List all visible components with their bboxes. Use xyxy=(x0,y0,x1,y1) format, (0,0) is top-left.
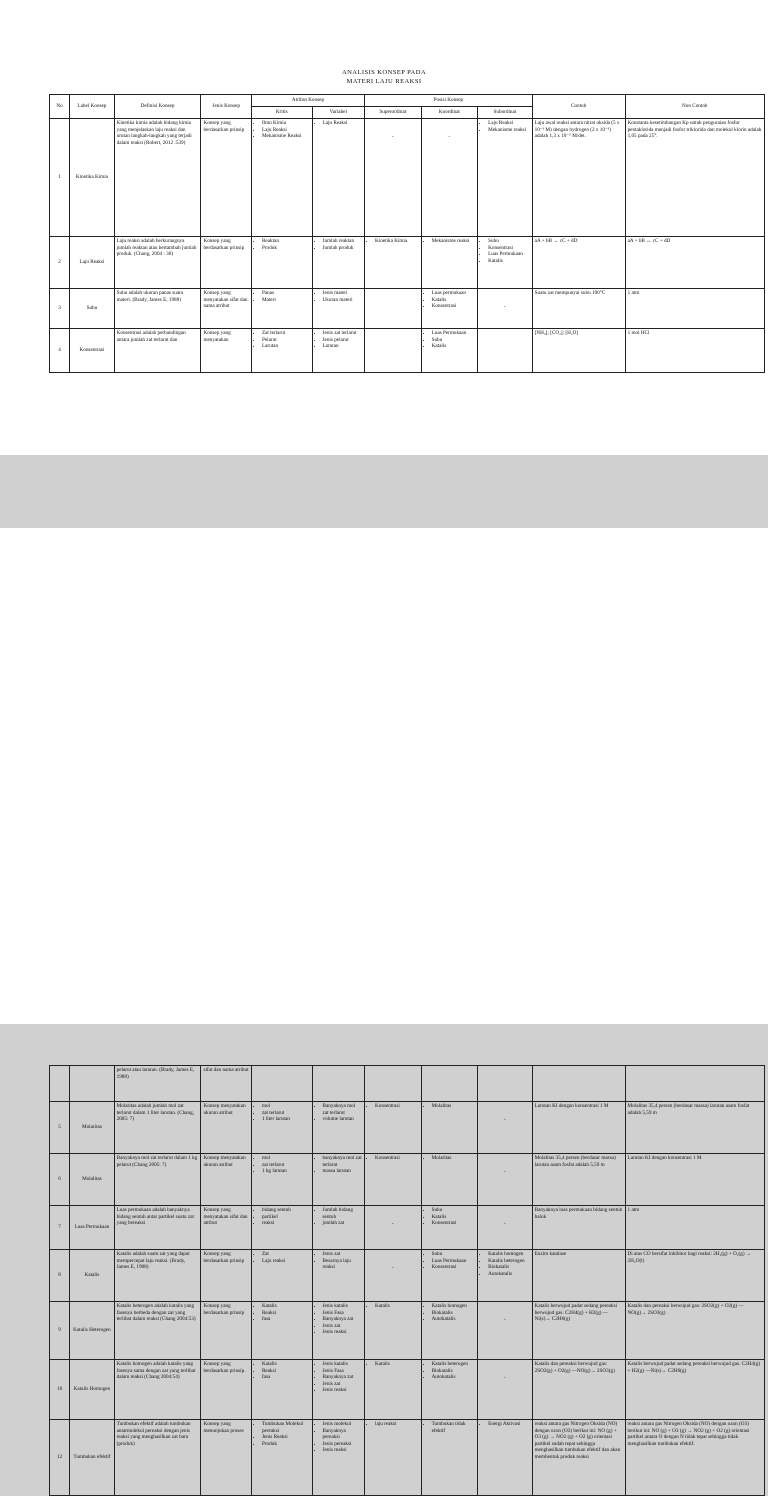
example: Laju awal reaksi antara nitrat oksida (5 x 10⁻³ M) dengan hydrogen (2 x 10⁻³) adalah 1,3 x 10⁻⁵ M/det. xyxy=(532,119,625,237)
list-item: • Jumlah reaktan xyxy=(323,238,363,245)
subordinate-dash: - xyxy=(504,1375,506,1381)
list-item: • Biokatalis xyxy=(432,1310,476,1317)
list-item: • Kinetika Kimia xyxy=(375,238,419,245)
list-item: • fasa xyxy=(262,1316,310,1323)
subordinate-dash: - xyxy=(504,1221,506,1227)
list-item: • Zat terlarut xyxy=(262,330,310,337)
superordinate xyxy=(365,329,422,373)
subordinate xyxy=(478,1250,533,1302)
concept-definition: Kinetika kimia adalah bidang kimia yang menjelaskan laju reaksi dan urutan langkah-langkah yang terjadi dalam reaksi (Robert, 2012 :539) xyxy=(114,119,201,237)
concept-label: Tumbukan efektif xyxy=(70,1420,114,1496)
superordinate xyxy=(365,1420,422,1496)
page-2 xyxy=(0,528,768,1461)
coordinate xyxy=(421,1102,478,1154)
table-row xyxy=(50,1102,765,1154)
non-example: 1 atm xyxy=(625,1206,764,1250)
header-no: No xyxy=(50,95,70,119)
concept-label: Laju Reaksi xyxy=(70,237,114,289)
variable-attributes xyxy=(312,237,365,289)
concept-type: Konsep yang menyatakan sifat dan atribut xyxy=(201,1206,251,1250)
variable-attributes xyxy=(312,119,365,237)
non-example: reaksi antara gas Nitrogen Oksida (NO) dengan ozon (O3) berikut ini: NO (g) + O3 (g) → NO2 (g) + O2 (g) orientasi partikel antara O dengan N tidak tepat sehingga tidak menghasilkan tumbukan efektif. xyxy=(625,1420,764,1496)
list-item: • Jenis zat xyxy=(323,1381,363,1388)
list-item: • Katalis xyxy=(262,1303,310,1310)
variable-attributes xyxy=(312,1066,365,1102)
non-example: aA + bB ↔ cC + dD xyxy=(625,237,764,289)
list-item: • Laju reaksi xyxy=(262,1258,310,1265)
list-item: • bidang sentuh xyxy=(262,1207,310,1214)
example: Molalitas 35,4 persen (berdasar massa) larutan asam fosfat adalah 5,59 m xyxy=(532,1154,625,1206)
concept-type: Konsep yang menyatakan xyxy=(201,329,251,373)
concept-definition: pelarut atau larutan. (Brady, James E, 1988) xyxy=(114,1066,201,1102)
list-item: • Luas Permukaan xyxy=(432,1258,476,1265)
list-item: • Banyaknya pereaksi xyxy=(323,1428,363,1441)
variable-attributes xyxy=(312,1250,365,1302)
list-item: • Produk xyxy=(262,245,310,252)
list-item: • Jenis katalis xyxy=(323,1361,363,1368)
coordinate-dash: - xyxy=(448,134,451,140)
coordinate xyxy=(421,237,478,289)
critical-attributes xyxy=(251,1154,312,1206)
subordinate-dash: - xyxy=(504,304,506,310)
list-item: • partikel xyxy=(262,1214,310,1221)
header-superordinat: Superordinat xyxy=(365,107,422,119)
list-item: • Katalis heterogen xyxy=(432,1361,476,1368)
title-line-1: ANALISIS KONSEP PADA xyxy=(341,69,427,76)
concept-type: Konsep menyatakan ukuran atribut xyxy=(201,1154,251,1206)
subordinate xyxy=(478,1102,533,1154)
list-item: • Materi xyxy=(262,297,310,304)
title-line-2: MATERI LAJU REAKSI xyxy=(346,78,422,85)
header-kritis: Kritis xyxy=(251,107,312,119)
concept-label: Molalitas xyxy=(70,1154,114,1206)
concept-definition: Tumbukan efektif adalah tumbukan antarmolekul pereaksi dengan jenis reaksi yang menghasilkan zat baru (produk) xyxy=(114,1420,201,1496)
non-example: Katalis berwujud padat sedang pereaksi berwujud gas. C2H4(g) + H2(g) —Ni(s)→ C2H6(g) xyxy=(625,1360,764,1420)
superordinate xyxy=(365,1154,422,1206)
header-koordinat: Koordinat xyxy=(421,107,478,119)
list-item: • Panas xyxy=(262,290,310,297)
list-item: • Jenis pelarut xyxy=(323,337,363,344)
coordinate xyxy=(421,1360,478,1420)
superordinate-dash: - xyxy=(391,134,394,140)
list-item: • Konsentrasi xyxy=(488,245,530,252)
table-row xyxy=(50,329,765,373)
concept-definition: Suhu adalah ukuran panas suatu materi. (Brady, James E, 1988) xyxy=(114,289,201,329)
coordinate xyxy=(421,1066,478,1102)
list-item: • Jenis zat xyxy=(323,1323,363,1330)
document-title xyxy=(0,68,768,86)
non-example: Konstanta kesetimbangan Kp untuk penguraian fosfor pentaklorida menjadi fosfor triklorida dan molekul klorin adalah 1,05 pada 25°. xyxy=(625,119,764,237)
concept-definition: Banyaknya mol zat terlarut dalam 1 kg pelarut (Chang 2005: 7) xyxy=(114,1154,201,1206)
list-item: • Jenis pereaksi xyxy=(323,1441,363,1448)
non-example: 1 atm xyxy=(625,289,764,329)
list-item: • volume larutan xyxy=(323,1116,363,1123)
critical-attributes xyxy=(251,1302,312,1360)
list-item: • Konsentrasi xyxy=(432,1220,476,1227)
non-example: 1 mol HCl xyxy=(625,329,764,373)
list-item: • Tumbukan Molekul pereaksi xyxy=(262,1421,310,1434)
subordinate xyxy=(478,289,533,329)
list-item: • Larutan xyxy=(323,343,363,350)
superordinate xyxy=(365,1066,422,1102)
superordinate xyxy=(365,119,422,237)
list-item: • Molalitas xyxy=(432,1103,476,1110)
example: [NH₃]; [CO₂]; [H₂O] xyxy=(532,329,625,373)
table-row xyxy=(50,289,765,329)
row-number: 12 xyxy=(50,1420,70,1496)
variable-attributes xyxy=(312,329,365,373)
list-item: • jumlah zat xyxy=(323,1220,363,1227)
concept-definition: Molaritas adalah jumlah mol zat terlarut dalam 1 liter larutan. (Chang, 2005: 7) xyxy=(114,1102,201,1154)
superordinate-dash: - xyxy=(391,1221,394,1227)
list-item: • Katalis xyxy=(375,1361,419,1368)
superordinate xyxy=(365,1302,422,1360)
list-item: • banyaknya mol zat terlarut xyxy=(323,1155,363,1168)
concept-label: Katalis xyxy=(70,1250,114,1302)
subordinate-dash: - xyxy=(504,1117,506,1123)
list-item: • Reaksi xyxy=(262,1368,310,1375)
list-item: • Katalis heterogen xyxy=(488,1258,530,1265)
concept-label: Katalis Homogen xyxy=(70,1360,114,1420)
list-item: • mol xyxy=(262,1155,310,1162)
list-item: • Jenis katalis xyxy=(323,1303,363,1310)
list-item: • Konsentrasi xyxy=(432,1264,476,1271)
list-item: • massa larutan xyxy=(323,1168,363,1175)
list-item: • Molaritas xyxy=(432,1155,476,1162)
example: reaksi antara gas Nitrogen Oksida (NO) dengan ozon (O3) berikut ini: NO (g) + O3 (g) → NO2 (g) + O2 (g) orientasi partikel sudah tepat sehingga menghasilkan tumbukan efektif dan akan membentuk produk reaksi xyxy=(532,1420,625,1496)
concept-type: sifat dan nama atribut xyxy=(201,1066,251,1102)
concept-label: Suhu xyxy=(70,289,114,329)
variable-attributes xyxy=(312,1420,365,1496)
critical-attributes xyxy=(251,1250,312,1302)
list-item: • Laju Reaksi xyxy=(262,127,310,134)
non-example: Larutan KI dengan konsentrasi 1 M xyxy=(625,1154,764,1206)
list-item: • Reaksi xyxy=(262,1310,310,1317)
coordinate xyxy=(421,1206,478,1250)
concept-definition: Konsentrasi adalah perbandingan antara jumlah zat terlarut dan xyxy=(114,329,201,373)
coordinate xyxy=(421,1302,478,1360)
critical-attributes xyxy=(251,289,312,329)
header-atribut: Atribut Konsep xyxy=(251,95,364,107)
list-item: • Autokatalis xyxy=(432,1374,476,1381)
example: Enzim katalase xyxy=(532,1250,625,1302)
concept-label: Molaritas xyxy=(70,1102,114,1154)
list-item: • Jumlah produk xyxy=(323,245,363,252)
row-number: 4 xyxy=(50,329,70,373)
example: Larutan KI dengan konsentrasi 1 M xyxy=(532,1102,625,1154)
list-item: • Katalis homogen xyxy=(432,1303,476,1310)
list-item: • Jenis reaksi xyxy=(323,1447,363,1454)
list-item: • Banyaknya zat xyxy=(323,1374,363,1381)
concept-definition: Katalis homogen adalah katalis yang fasenya sama dengan zat yang terlibat dalam reaksi (Chang 2004:54) xyxy=(114,1360,201,1420)
subordinate-dash: - xyxy=(504,1317,506,1323)
concept-table-page-2 xyxy=(49,1065,765,1496)
concept-type: Konsep yang berdasarkan prinsip xyxy=(201,119,251,237)
concept-type: Konsep yang menunjukan proses xyxy=(201,1420,251,1496)
subordinate-dash: - xyxy=(504,1169,506,1175)
concept-type: Konsep yang berdasarkan prinsip xyxy=(201,1250,251,1302)
row-number: 2 xyxy=(50,237,70,289)
example: Suatu zat mempunyai suhu 100°C xyxy=(532,289,625,329)
critical-attributes xyxy=(251,119,312,237)
variable-attributes xyxy=(312,1102,365,1154)
superordinate xyxy=(365,1250,422,1302)
subordinate xyxy=(478,1302,533,1360)
concept-type: Konsep yang berdasarkan prinsip. xyxy=(201,1360,251,1420)
example: Katalis berwujud padat sedang pereaksi berwujud gas. C2H4(g) + H2(g) —Ni(s)→ C2H6(g) xyxy=(532,1302,625,1360)
list-item: • Banyaknya mol zat terlarut xyxy=(323,1103,363,1116)
variable-attributes xyxy=(312,1302,365,1360)
list-item: • Laju Reaksi xyxy=(488,120,530,127)
concept-definition: Luas permukaan adalah banyaknya bidang sentuh antar partikel suatu zat yang bereaksi xyxy=(114,1206,201,1250)
row-number: 9 xyxy=(50,1302,70,1360)
list-item: • Jenis zat terlarut xyxy=(323,330,363,337)
list-item: • Banyaknya zat xyxy=(323,1316,363,1323)
table-row xyxy=(50,1302,765,1360)
list-item: • Konsentrasi xyxy=(375,1103,419,1110)
subordinate xyxy=(478,1206,533,1250)
list-item: • Mekanisme Reaksi xyxy=(262,133,310,140)
list-item: • Katalis xyxy=(432,297,476,304)
list-item: • Jenis molekul xyxy=(323,1421,363,1428)
list-item: • Katalis xyxy=(432,343,476,350)
list-item: • Produk xyxy=(262,1441,310,1448)
list-item: • Autokatalis xyxy=(488,1271,530,1278)
list-item: • fasa xyxy=(262,1374,310,1381)
list-item: • Jenis Fasa xyxy=(323,1368,363,1375)
non-example: Di atas CO bersifat inhibitor bagi reaksi: 2H₂(g) + O₂(g) → 2H₂O(l) xyxy=(625,1250,764,1302)
concept-label xyxy=(70,1066,114,1102)
list-item: • Katalis xyxy=(262,1361,310,1368)
header-contoh: Contoh xyxy=(532,95,625,119)
subordinate xyxy=(478,119,533,237)
header-noncontoh: Non Contoh xyxy=(625,95,764,119)
subordinate xyxy=(478,1360,533,1420)
non-example: Molalitas 35,4 persen (berdasar massa) larutan asam fosfat adalah 5,59 m xyxy=(625,1102,764,1154)
concept-label: Luas Permukaan xyxy=(70,1206,114,1250)
concept-definition: Laju reaksi adalah berkurangnya jumlah reaktan atau bertambah jumlah produk. (Chang, 2004 : 30) xyxy=(114,237,201,289)
critical-attributes xyxy=(251,1066,312,1102)
page-1 xyxy=(0,0,768,455)
concept-type: Konsep yang berdasarkan prinsip xyxy=(201,1302,251,1360)
example: Katalis dan pereaksi berwujud gas: 2SO2(g) + O2(g) —NO(g)→ 2SO3(g) xyxy=(532,1360,625,1420)
superordinate xyxy=(365,237,422,289)
list-item: • Ukuran materi xyxy=(323,297,363,304)
concept-definition: Katalis heterogen adalah katalis yang fasenya berbeda dengan zat yang terlibat dalam reaksi (Chang 2004:53) xyxy=(114,1302,201,1360)
subordinate xyxy=(478,1420,533,1496)
row-number: 5 xyxy=(50,1102,70,1154)
header-variabel: Variabel xyxy=(312,107,365,119)
list-item: • 1 kg larutan xyxy=(262,1168,310,1175)
list-item: • Jenis Reaksi xyxy=(262,1434,310,1441)
table-row xyxy=(50,1250,765,1302)
coordinate xyxy=(421,1154,478,1206)
list-item: • laju reaksi xyxy=(375,1421,419,1428)
variable-attributes xyxy=(312,1154,365,1206)
list-item: • Reaktan xyxy=(262,238,310,245)
table-row xyxy=(50,1360,765,1420)
table-row xyxy=(50,119,765,237)
list-item: • Jenis reaksi xyxy=(323,1387,363,1394)
list-item: • Besarnya laju reaksi xyxy=(323,1258,363,1271)
row-number: 8 xyxy=(50,1250,70,1302)
concept-type: Konsep yang berdasarkan prinsip xyxy=(201,237,251,289)
coordinate xyxy=(421,329,478,373)
subordinate xyxy=(478,1154,533,1206)
list-item: • Tumbukan tidak efektif xyxy=(432,1421,476,1434)
list-item: • Energi Aktivasi xyxy=(488,1421,530,1428)
coordinate xyxy=(421,1420,478,1496)
variable-attributes xyxy=(312,1206,365,1250)
superordinate-dash: - xyxy=(391,1265,394,1271)
list-item: • Jenis materi xyxy=(323,290,363,297)
list-item: • Mekanisme reaksi xyxy=(488,127,530,134)
list-item: • Ilmu Kimia xyxy=(262,120,310,127)
superordinate xyxy=(365,1360,422,1420)
concept-type: Konsep menyatakan ukuran atribut xyxy=(201,1102,251,1154)
example: Banyaknya luas permukaan bidang sentuh balok xyxy=(532,1206,625,1250)
list-item: • Jenis zat xyxy=(323,1251,363,1258)
example: aA + bB → cC + dD xyxy=(532,237,625,289)
variable-attributes xyxy=(312,1360,365,1420)
list-item: • Katalis homogen xyxy=(488,1251,530,1258)
header-jenis: Jenis Konsep xyxy=(201,95,251,119)
variable-attributes xyxy=(312,289,365,329)
list-item: • Katalis xyxy=(488,258,530,265)
list-item: • Larutan xyxy=(262,343,310,350)
example xyxy=(532,1066,625,1102)
list-item: • Pelarut xyxy=(262,337,310,344)
list-item: • Suhu xyxy=(488,238,530,245)
header-subordinat: Subordinat xyxy=(478,107,533,119)
list-item: • Mekanisme reaksi xyxy=(432,238,476,245)
list-item: • Zat xyxy=(262,1251,310,1258)
row-number: 3 xyxy=(50,289,70,329)
list-item: • mol xyxy=(262,1103,310,1110)
table-row xyxy=(50,237,765,289)
list-item: • Biokatalis xyxy=(488,1264,530,1271)
row-number: 10 xyxy=(50,1360,70,1420)
table-row xyxy=(50,1420,765,1496)
header-definisi: Definisi Konsep xyxy=(114,95,201,119)
list-item: • Konsentrasi xyxy=(375,1155,419,1162)
critical-attributes xyxy=(251,329,312,373)
coordinate xyxy=(421,289,478,329)
row-number: 7 xyxy=(50,1206,70,1250)
row-number: 6 xyxy=(50,1154,70,1206)
list-item: • Luas permukaan xyxy=(432,290,476,297)
list-item: • Konsentrasi xyxy=(432,303,476,310)
critical-attributes xyxy=(251,1206,312,1250)
list-item: • Katalis xyxy=(432,1214,476,1221)
list-item: • 1 liter larutan xyxy=(262,1116,310,1123)
concept-label: Kinetika Kimia xyxy=(70,119,114,237)
list-item: • reaksi xyxy=(262,1220,310,1227)
non-example: Katalis dan pereaksi berwujud gas: 2SO2(g) + O2(g) —NO(g)→ 2SO3(g) xyxy=(625,1302,764,1360)
list-item: • Luas Permukaan xyxy=(432,330,476,337)
list-item: • Suhu xyxy=(432,1251,476,1258)
concept-table-page-1 xyxy=(49,94,765,373)
header-posisi: Posisi Konsep xyxy=(365,95,533,107)
list-item: • Laju Reaksi xyxy=(323,120,363,127)
table-row xyxy=(50,1066,765,1102)
coordinate xyxy=(421,119,478,237)
list-item: • Autokatalis xyxy=(432,1316,476,1323)
concept-label: Konsentrasi xyxy=(70,329,114,373)
row-number xyxy=(50,1066,70,1102)
list-item: • Jenis Fasa xyxy=(323,1310,363,1317)
header-label: Label Konsep xyxy=(70,95,114,119)
critical-attributes xyxy=(251,1420,312,1496)
list-item: • Jenis reaksi xyxy=(323,1329,363,1336)
critical-attributes xyxy=(251,1360,312,1420)
subordinate xyxy=(478,237,533,289)
list-item: • Suhu xyxy=(432,1207,476,1214)
subordinate xyxy=(478,329,533,373)
superordinate xyxy=(365,289,422,329)
list-item: • zat terlarut xyxy=(262,1110,310,1117)
non-example xyxy=(625,1066,764,1102)
table-row xyxy=(50,1206,765,1250)
superordinate xyxy=(365,1206,422,1250)
critical-attributes xyxy=(251,237,312,289)
concept-label: Katalis Heterogen xyxy=(70,1302,114,1360)
subordinate xyxy=(478,1066,533,1102)
list-item: • Biokatalis xyxy=(432,1368,476,1375)
table-row xyxy=(50,1154,765,1206)
concept-type: Konsep yang menyatakan sifat dan nama atribut xyxy=(201,289,251,329)
critical-attributes xyxy=(251,1102,312,1154)
row-number: 1 xyxy=(50,119,70,237)
list-item: • Luas Permukaan xyxy=(488,251,530,258)
concept-definition: Katalis adalah suatu zat yang dapat mempercepat laju reaksi. (Brady, James E, 1988) xyxy=(114,1250,201,1302)
list-item: • zat terlarut xyxy=(262,1162,310,1169)
header-row-1 xyxy=(50,95,765,107)
superordinate xyxy=(365,1102,422,1154)
list-item: • Katalis xyxy=(375,1303,419,1310)
coordinate xyxy=(421,1250,478,1302)
list-item: • Suhu xyxy=(432,337,476,344)
list-item: • Jumlah bidang sentuh xyxy=(323,1207,363,1220)
